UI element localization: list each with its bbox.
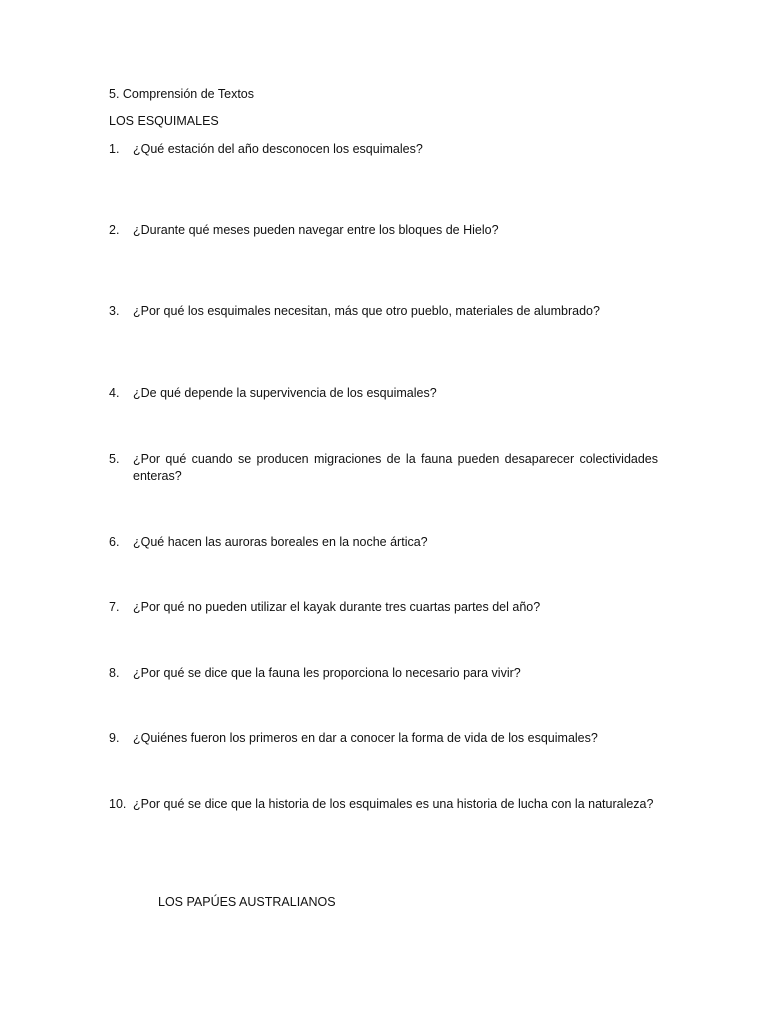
question-item [109,730,658,747]
question-item [109,599,658,616]
question-text: ¿Qué estación del año desconocen los esquimales? [133,142,423,156]
question-number: 7. [109,600,120,614]
question-number: 10. [109,797,127,811]
question-text: ¿De qué depende la supervivencia de los esquimales? [133,386,437,400]
question-item [109,665,658,682]
question-item [109,385,658,402]
question-item [109,141,658,158]
question-text: ¿Por qué los esquimales necesitan, más que otro pueblo, materiales de alumbrado? [133,304,600,318]
text-heading-papues: LOS PAPÚES AUSTRALIANOS [158,895,336,909]
question-number: 1. [109,142,120,156]
question-number: 8. [109,666,120,680]
question-number: 9. [109,731,120,745]
question-item [109,534,658,551]
question-text: ¿Por qué cuando se producen migraciones de la fauna pueden desaparecer colectividades enteras? [133,452,658,483]
question-item [109,222,658,239]
question-item [109,303,658,320]
question-item [109,796,658,813]
section-title: 5. Comprensión de Textos [109,87,254,101]
question-item [109,451,658,485]
question-text: ¿Por qué se dice que la historia de los esquimales es una historia de lucha con la naturaleza? [133,797,654,811]
question-number: 4. [109,386,120,400]
text-heading-esquimales: LOS ESQUIMALES [109,114,219,128]
question-text: ¿Qué hacen las auroras boreales en la noche ártica? [133,535,428,549]
question-number: 6. [109,535,120,549]
question-number: 5. [109,452,120,466]
question-number: 3. [109,304,120,318]
question-text: ¿Por qué se dice que la fauna les proporciona lo necesario para vivir? [133,666,521,680]
question-text: ¿Por qué no pueden utilizar el kayak durante tres cuartas partes del año? [133,600,541,614]
question-text: ¿Quiénes fueron los primeros en dar a conocer la forma de vida de los esquimales? [133,731,598,745]
question-text: ¿Durante qué meses pueden navegar entre los bloques de Hielo? [133,223,499,237]
question-number: 2. [109,223,120,237]
